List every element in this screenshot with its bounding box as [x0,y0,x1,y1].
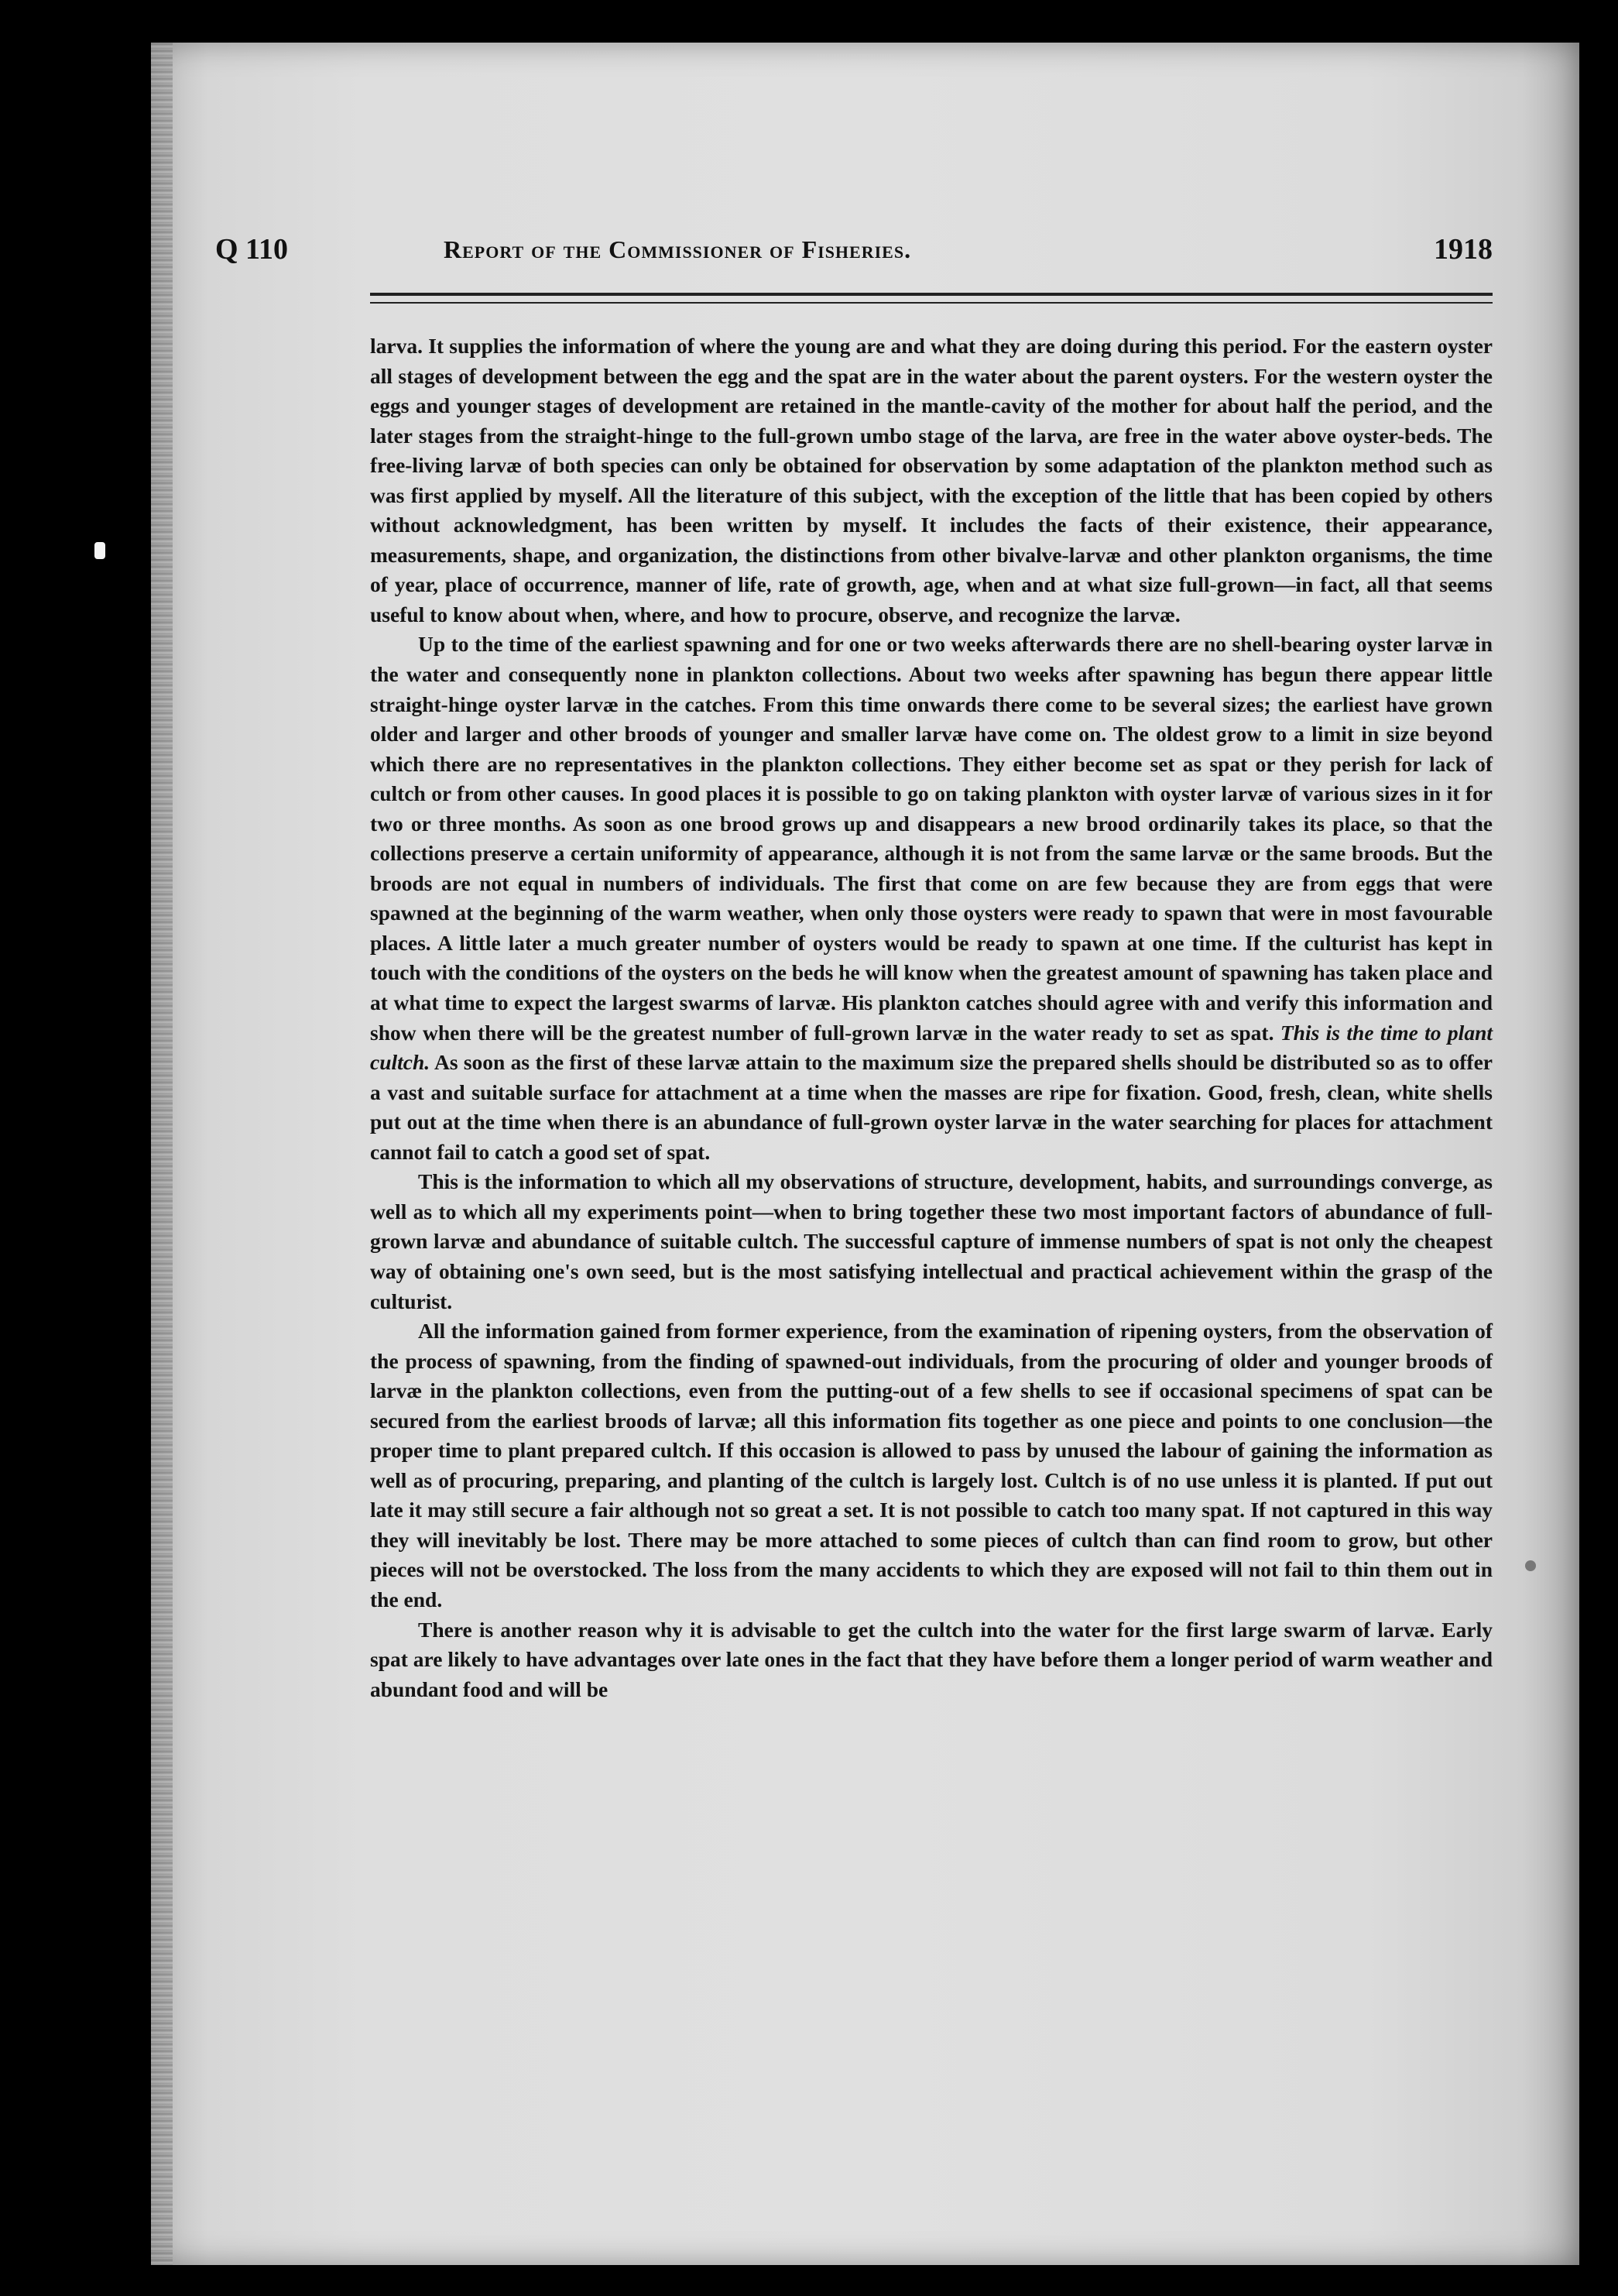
header-year: 1918 [1434,233,1493,266]
page-header [215,232,1493,279]
scan-artifact [1525,1560,1536,1571]
page-number: Q 110 [215,233,288,266]
header-rule-thick [370,293,1493,296]
scan-artifact [94,542,105,559]
running-title: Report of the Commissioner of Fisheries. [444,235,912,263]
paragraph: larva. It supplies the information of where the young are and what they are doing during this period. For the eastern oyster all stages of development between the egg and the spat are in the water about the parent oysters. For the western oyster the eggs and younger stages of development are retained in the mantle-cavity of the mother for about half the period, and the later stages from the straight-hinge to the full-grown umbo stage of the larva, are free in the water above oyster-beds. The free-living larvæ of both species can only be obtained for observation by some adaptation of the plankton method such as was first applied by myself. All the literature of this subject, with the exception of the little that has been copied by others without acknowledgment, has been written by myself. It includes the facts of their existence, their appearance, measurements, shape, and organization, the distinctions from other bivalve-larvæ and other plankton organisms, the time of year, place of occurrence, manner of life, rate of growth, age, when and at what size full-grown—in fact, all that seems useful to know about when, where, and how to procure, observe, and recognize the larvæ. [370,334,1493,626]
header-rule-thin [370,302,1493,304]
paragraph: This is the information to which all my observations of structure, development, habits, and surroundings converge, as well as to which all my experiments point—when to bring together these two most important factors of abundance of full-grown larvæ and abundance of suitable cultch. The successful capture of immense numbers of spat is not only the cheapest way of obtaining one's own seed, but is the most satisfying intellectual and practical achievement within the grasp of the culturist. [370,1169,1493,1313]
emphasis-text: This is the time to plant cultch. [370,1020,1493,1075]
paragraph: There is another reason why it is advisable to get the cultch into the water for the first large swarm of larvæ. Early spat are likely to have advantages over late ones in the fact that they have before them a longer period of warm weather and abundant food and will be [370,1617,1493,1701]
body-text [370,331,1493,1704]
paragraph [370,630,1493,1167]
paragraph-text: Up to the time of the earliest spawning and for one or two weeks afterwards there are no shell-bearing oyster larvæ in the water and consequently none in plankton collections. About two weeks after spawning has begun there appear little straight-hinge oyster larvæ in the catches. From this time onwards there come to be several sizes; the earliest have grown older and larger and other broods of younger and smaller larvæ have come on. The oldest grow to a limit in size beyond which there are no representatives in the plankton collections. They either become set as spat or they perish for lack of cultch or from other causes. In good places it is possible to go on taking plankton with oyster larvæ of various sizes in it for two or three months. As soon as one brood grows up and disappears a new brood ordinarily takes its place, so that the collections preserve a certain uniformity of appearance, although it is not from the same larvæ or the same broods. But the broods are not equal in numbers of individuals. The first that come on are few because they are from eggs that were spawned at the beginning of the warm weather, when only those oysters were ready to spawn that were in most favourable places. A little later a much greater number of oysters would be ready to spawn at one time. If the culturist has kept in touch with the conditions of the oysters on the beds he will know when the greatest amount of spawning has taken place and at what time to expect the largest swarms of larvæ. His plankton catches should agree with and verify this information and show when there will be the greatest number of full-grown larvæ in the water ready to set as spat. [370,632,1493,1045]
paragraph-text: As soon as the first of these larvæ attain to the maximum size the prepared shells should be distributed so as to offer a vast and suitable surface for attachment at a time when the masses are ripe for fixation. Good, fresh, clean, white shells put out at the time when there is an abundance of full-grown oyster larvæ in the water searching for places for attachment cannot fail to catch a good set of spat. [370,1050,1493,1164]
paragraph: All the information gained from former experience, from the examination of ripening oysters, from the observation of the process of spawning, from the finding of spawned-out individuals, from the procuring of older and younger broods of larvæ in the plankton collections, even from the putting-out of a few shells to see if occasional specimens of spat can be secured from the earliest broods of larvæ; all this information fits together as one piece and points to one conclusion—the proper time to plant prepared cultch. If this occasion is allowed to pass by unused the labour of gaining the information as well as of procuring, preparing, and planting of the cultch is largely lost. Cultch is of no use unless it is planted. If put out late it may still secure a fair although not so great a set. It is not possible to catch too many spat. If not captured in this way they will inevitably be lost. There may be more attached to some pieces of cultch than can find room to grow, but other pieces will not be overstocked. The loss from the many accidents to which they are exposed will not fail to thin them out in the end. [370,1319,1493,1611]
